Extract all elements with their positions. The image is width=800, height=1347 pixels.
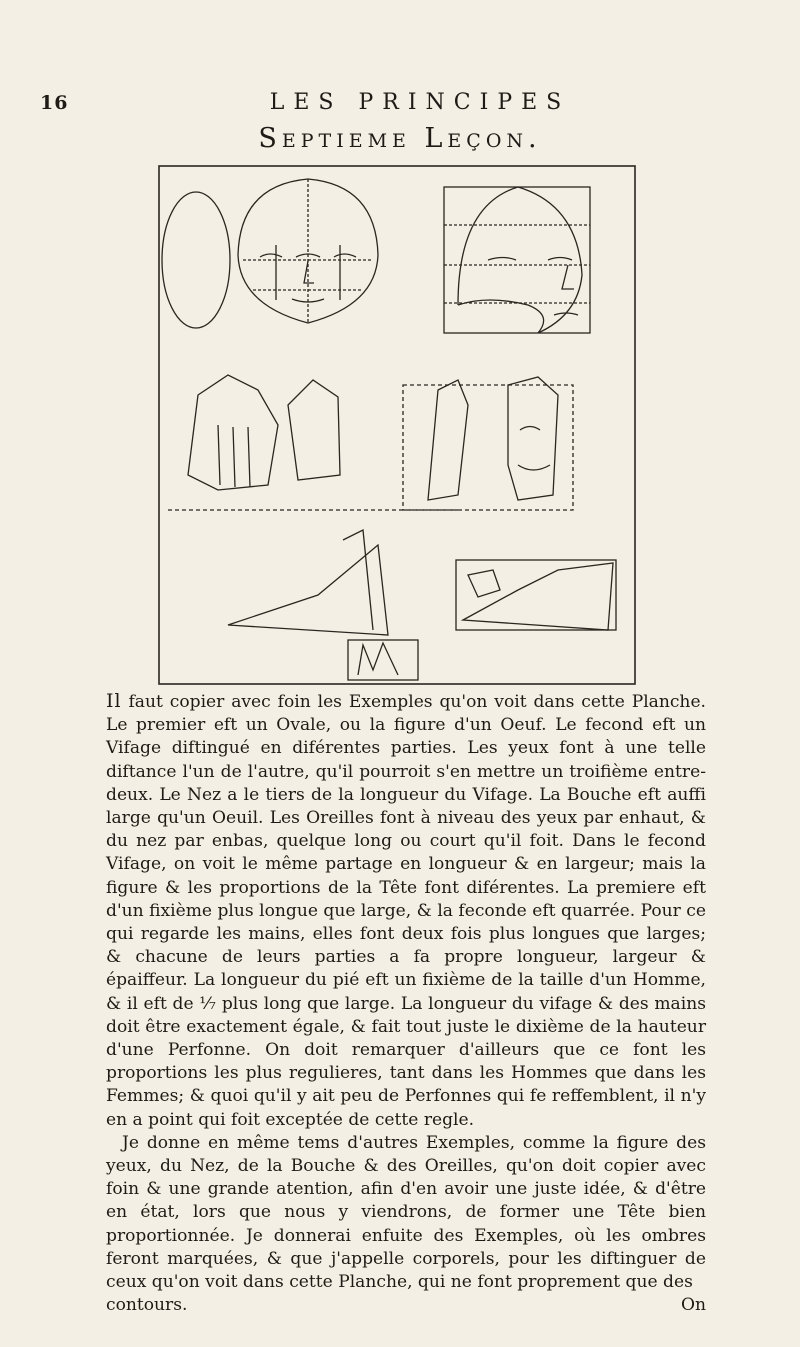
oval-figure xyxy=(162,192,230,328)
paragraph-2 xyxy=(106,1132,706,1294)
feet-row xyxy=(228,530,616,635)
paragraph-1-text: faut copier avec foin les Exemples qu'on voit dans cette Planche. Le premier eft un Ovale, ou la figure d'un Oeuf. Le fecond eft un Vifage diftingué en diférentes parties. Les yeux font à une telle diftance l'un de l'autre, qu'il pourroit s'en mettre un troifième entre-deux. Le Nez a le tiers de la longueur du Vifage. La Bouche eft auffi large qu'un Oeuil. Les Oreilles font à niveau des yeux par enhaut, & du nez par enbas, quelque long ou court qu'il foit. Dans le fecond Vifage, on voit le même partage en longueur & en largeur; mais la figure & les proportions de la Tête font diférentes. La premiere eft d'un fixième plus longue que large, & la feconde eft quarrée. Pour ce qui regarde les mains, elles font deux fois plus longues que larges; & chacune de leurs parties a fa propre longueur, largeur & épaiffeur. La longueur du pié eft un fixième de la taille d'un Homme, & il eft de ⅐ plus long que large. La longueur du vifage & des mains doit être exactement égale, & fait tout juste le dixième de la hauteur d'une Perfonne. On doit remarquer d'ailleurs que ce font les proportions les plus regulieres, tant dans les Hommes que dans les Femmes; & quoi qu'il y ait peu de Perfonnes qui fe reffemblent, il n'y en a point qui foit exceptée de cette regle. xyxy=(106,692,706,1130)
small-hand-figure xyxy=(348,640,418,680)
face-oval-diagram xyxy=(238,179,378,323)
last-line: contours. xyxy=(106,1295,188,1316)
running-head: LES PRINCIPES xyxy=(269,90,571,115)
engraved-plate xyxy=(158,165,636,685)
hands-row xyxy=(168,375,573,510)
paragraph-1 xyxy=(106,690,706,1132)
lesson-title: Septieme Leçon. xyxy=(258,123,542,154)
body-text xyxy=(106,690,706,1317)
catchword: On xyxy=(680,1295,706,1316)
plate-drawing xyxy=(158,165,636,685)
plate-border xyxy=(159,166,635,684)
page-number: 16 xyxy=(40,92,69,114)
face-square-diagram xyxy=(444,187,590,333)
last-line-row xyxy=(106,1294,706,1317)
initial-letters: Il xyxy=(106,690,122,712)
paragraph-2-text: Je donne en même tems d'autres Exemples, comme la figure des yeux, du Nez, de la Bouche & des Oreilles, qu'on doit copier avec foin & une grande atention, afin d'en avoir une juste idée, & d'être en état, lors que nous y viendrons, de former une Tête bien proportionnée. Je donnerai enfuite des Exemples, où les ombres feront marquées, & que j'appelle corporels, pour les diftinguer de ceux qu'on voit dans cette Planche, qui ne font proprement que des xyxy=(106,1132,706,1293)
